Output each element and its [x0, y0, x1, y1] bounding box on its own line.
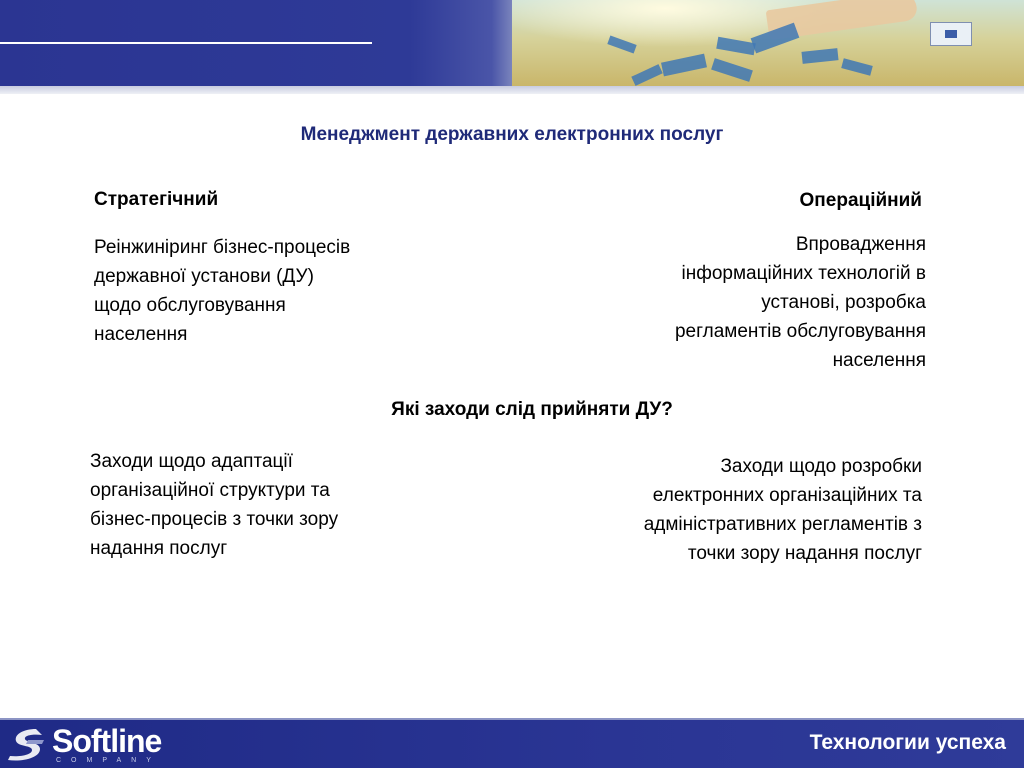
heading-strategic: Стратегічний: [94, 189, 219, 210]
heading-operational: Операційний: [799, 190, 922, 211]
strategic-description: [94, 233, 350, 349]
text-line: електронних організаційних та: [652, 485, 922, 506]
text-line: державної установи (ДУ): [94, 266, 314, 287]
text-line: Реінжиніринг бізнес-процесів: [94, 237, 351, 258]
text-line: населення: [832, 350, 926, 371]
slide-title: Менеджмент державних електронних послуг: [300, 124, 724, 145]
text-line: Заходи щодо адаптації: [90, 451, 293, 472]
ballot-paper: [607, 35, 636, 53]
ballot-paper: [631, 64, 662, 86]
flag-icon: [930, 22, 972, 46]
header-stripe: [0, 86, 1024, 94]
measures-right: [644, 452, 922, 568]
question-heading: Які заходи слід прийняти ДУ?: [391, 399, 673, 420]
footer-slogan: Технологии успеха: [809, 731, 1006, 754]
ballot-paper: [716, 37, 756, 55]
text-line: Заходи щодо розробки: [720, 456, 922, 477]
ballot-paper: [711, 58, 753, 82]
text-line: щодо обслуговування: [94, 295, 286, 316]
measures-left: [90, 447, 338, 563]
footer-bar: [0, 720, 1024, 768]
header-banner: [0, 0, 1024, 86]
text-line: точки зору надання послуг: [687, 543, 922, 564]
text-line: надання послуг: [90, 538, 228, 559]
text-line: організаційної структури та: [90, 480, 330, 501]
text-line: адміністративних регламентів з: [643, 514, 922, 535]
softline-logo-icon: [6, 726, 46, 762]
text-line: населення: [94, 324, 188, 345]
text-line: регламентів обслуговування: [674, 321, 926, 342]
text-line: інформаційних технологій в: [681, 263, 926, 284]
ballot-paper: [841, 58, 873, 75]
text-line: бізнес-процесів з точки зору: [90, 509, 339, 530]
operational-description: [675, 230, 926, 375]
logo-wordmark: Softline: [52, 723, 162, 759]
text-line: установі, розробка: [761, 292, 926, 313]
text-line: Впровадження: [795, 234, 926, 255]
logo-subtitle: COMPANY: [56, 757, 161, 764]
header-photo-ballot: [512, 0, 1024, 86]
ballot-paper: [661, 54, 707, 77]
header-divider-line: [0, 42, 372, 44]
ballot-paper: [801, 48, 838, 64]
